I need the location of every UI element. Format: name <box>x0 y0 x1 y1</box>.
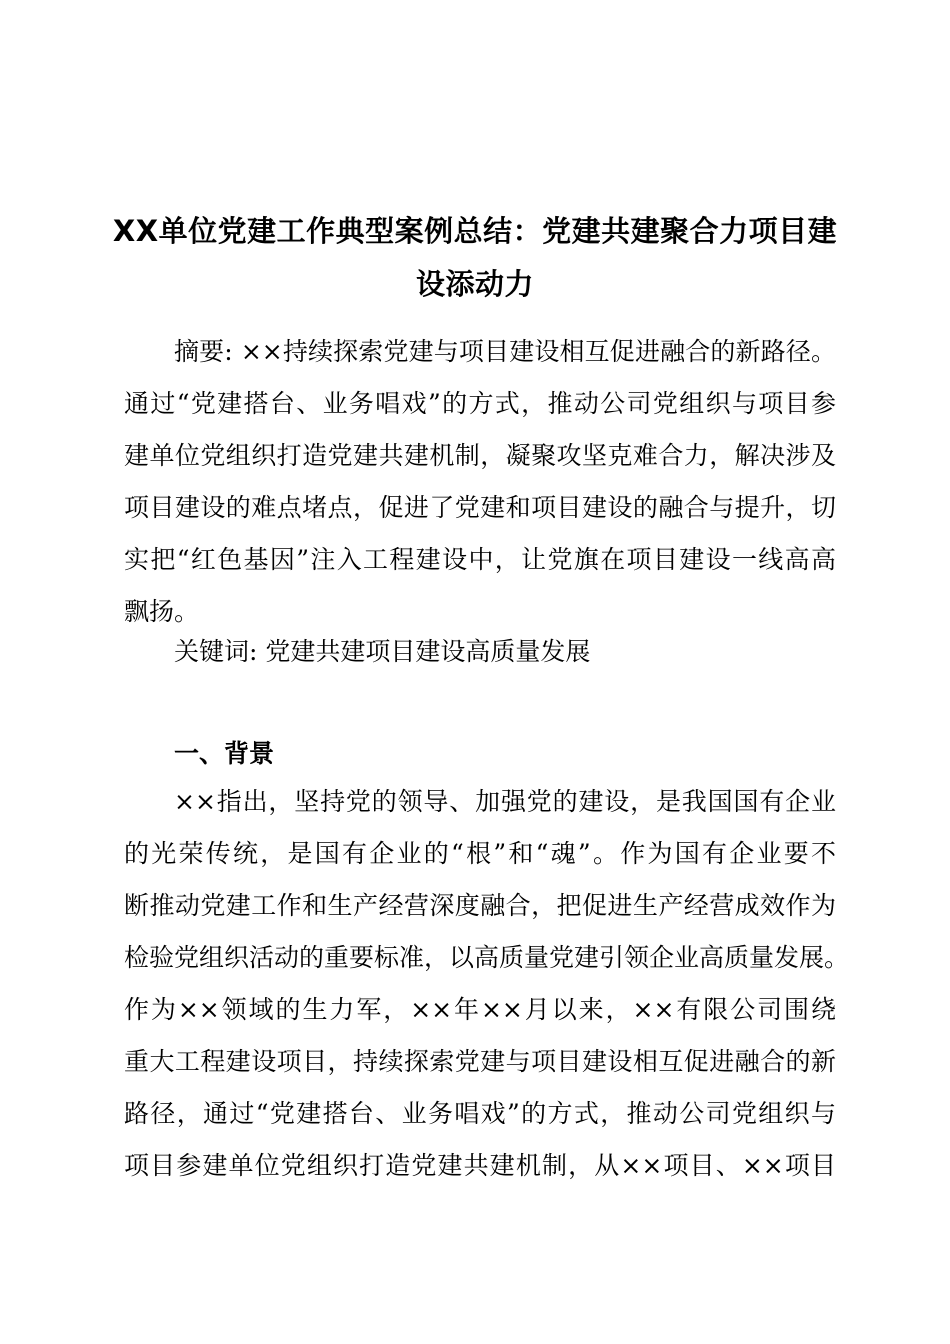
document-title <box>100 205 850 311</box>
abstract-paragraph <box>124 326 836 638</box>
background-paragraph <box>124 776 850 1192</box>
title-line-2: 设添动力 <box>415 267 534 301</box>
background-line: 路径，通过“党建搭台、业务唱戏”的方式，推动公司党组织与 <box>124 1099 836 1128</box>
background-line: 作为××领域的生力军，××年××月以来，××有限公司围绕 <box>124 995 836 1024</box>
section-heading-background: 一、背景 <box>174 739 275 768</box>
background-line: 检验党组织活动的重要标准，以高质量党建引领企业高质量发展。 <box>124 943 850 972</box>
abstract-line: 项目建设的难点堵点，促进了党建和项目建设的融合与提升，切 <box>124 493 836 522</box>
background-line: 项目参建单位党组织打造党建共建机制，从××项目、××项目 <box>124 1151 836 1180</box>
abstract-line: 摘要: ××持续探索党建与项目建设相互促进融合的新路径。 <box>174 337 836 366</box>
title-line-1: XX单位党建工作典型案例总结：党建共建聚合力项目建 <box>112 214 838 248</box>
keywords-paragraph <box>124 626 836 678</box>
background-line: ××指出，坚持党的领导、加强党的建设，是我国国有企业 <box>174 787 836 816</box>
abstract-line: 通过“党建搭台、业务唱戏”的方式，推动公司党组织与项目参 <box>124 389 836 418</box>
abstract-line: 飘扬。 <box>124 597 200 626</box>
abstract-line: 建单位党组织打造党建共建机制，凝聚攻坚克难合力，解决涉及 <box>124 441 836 470</box>
abstract-line: 实把“红色基因”注入工程建设中，让党旗在项目建设一线高高 <box>124 545 836 574</box>
background-line: 的光荣传统，是国有企业的“根”和“魂”。作为国有企业要不 <box>124 839 836 868</box>
background-line: 重大工程建设项目，持续探索党建与项目建设相互促进融合的新 <box>124 1047 836 1076</box>
keywords-line: 关键词: 党建共建项目建设高质量发展 <box>174 637 591 666</box>
background-line: 断推动党建工作和生产经营深度融合，把促进生产经营成效作为 <box>124 891 836 920</box>
